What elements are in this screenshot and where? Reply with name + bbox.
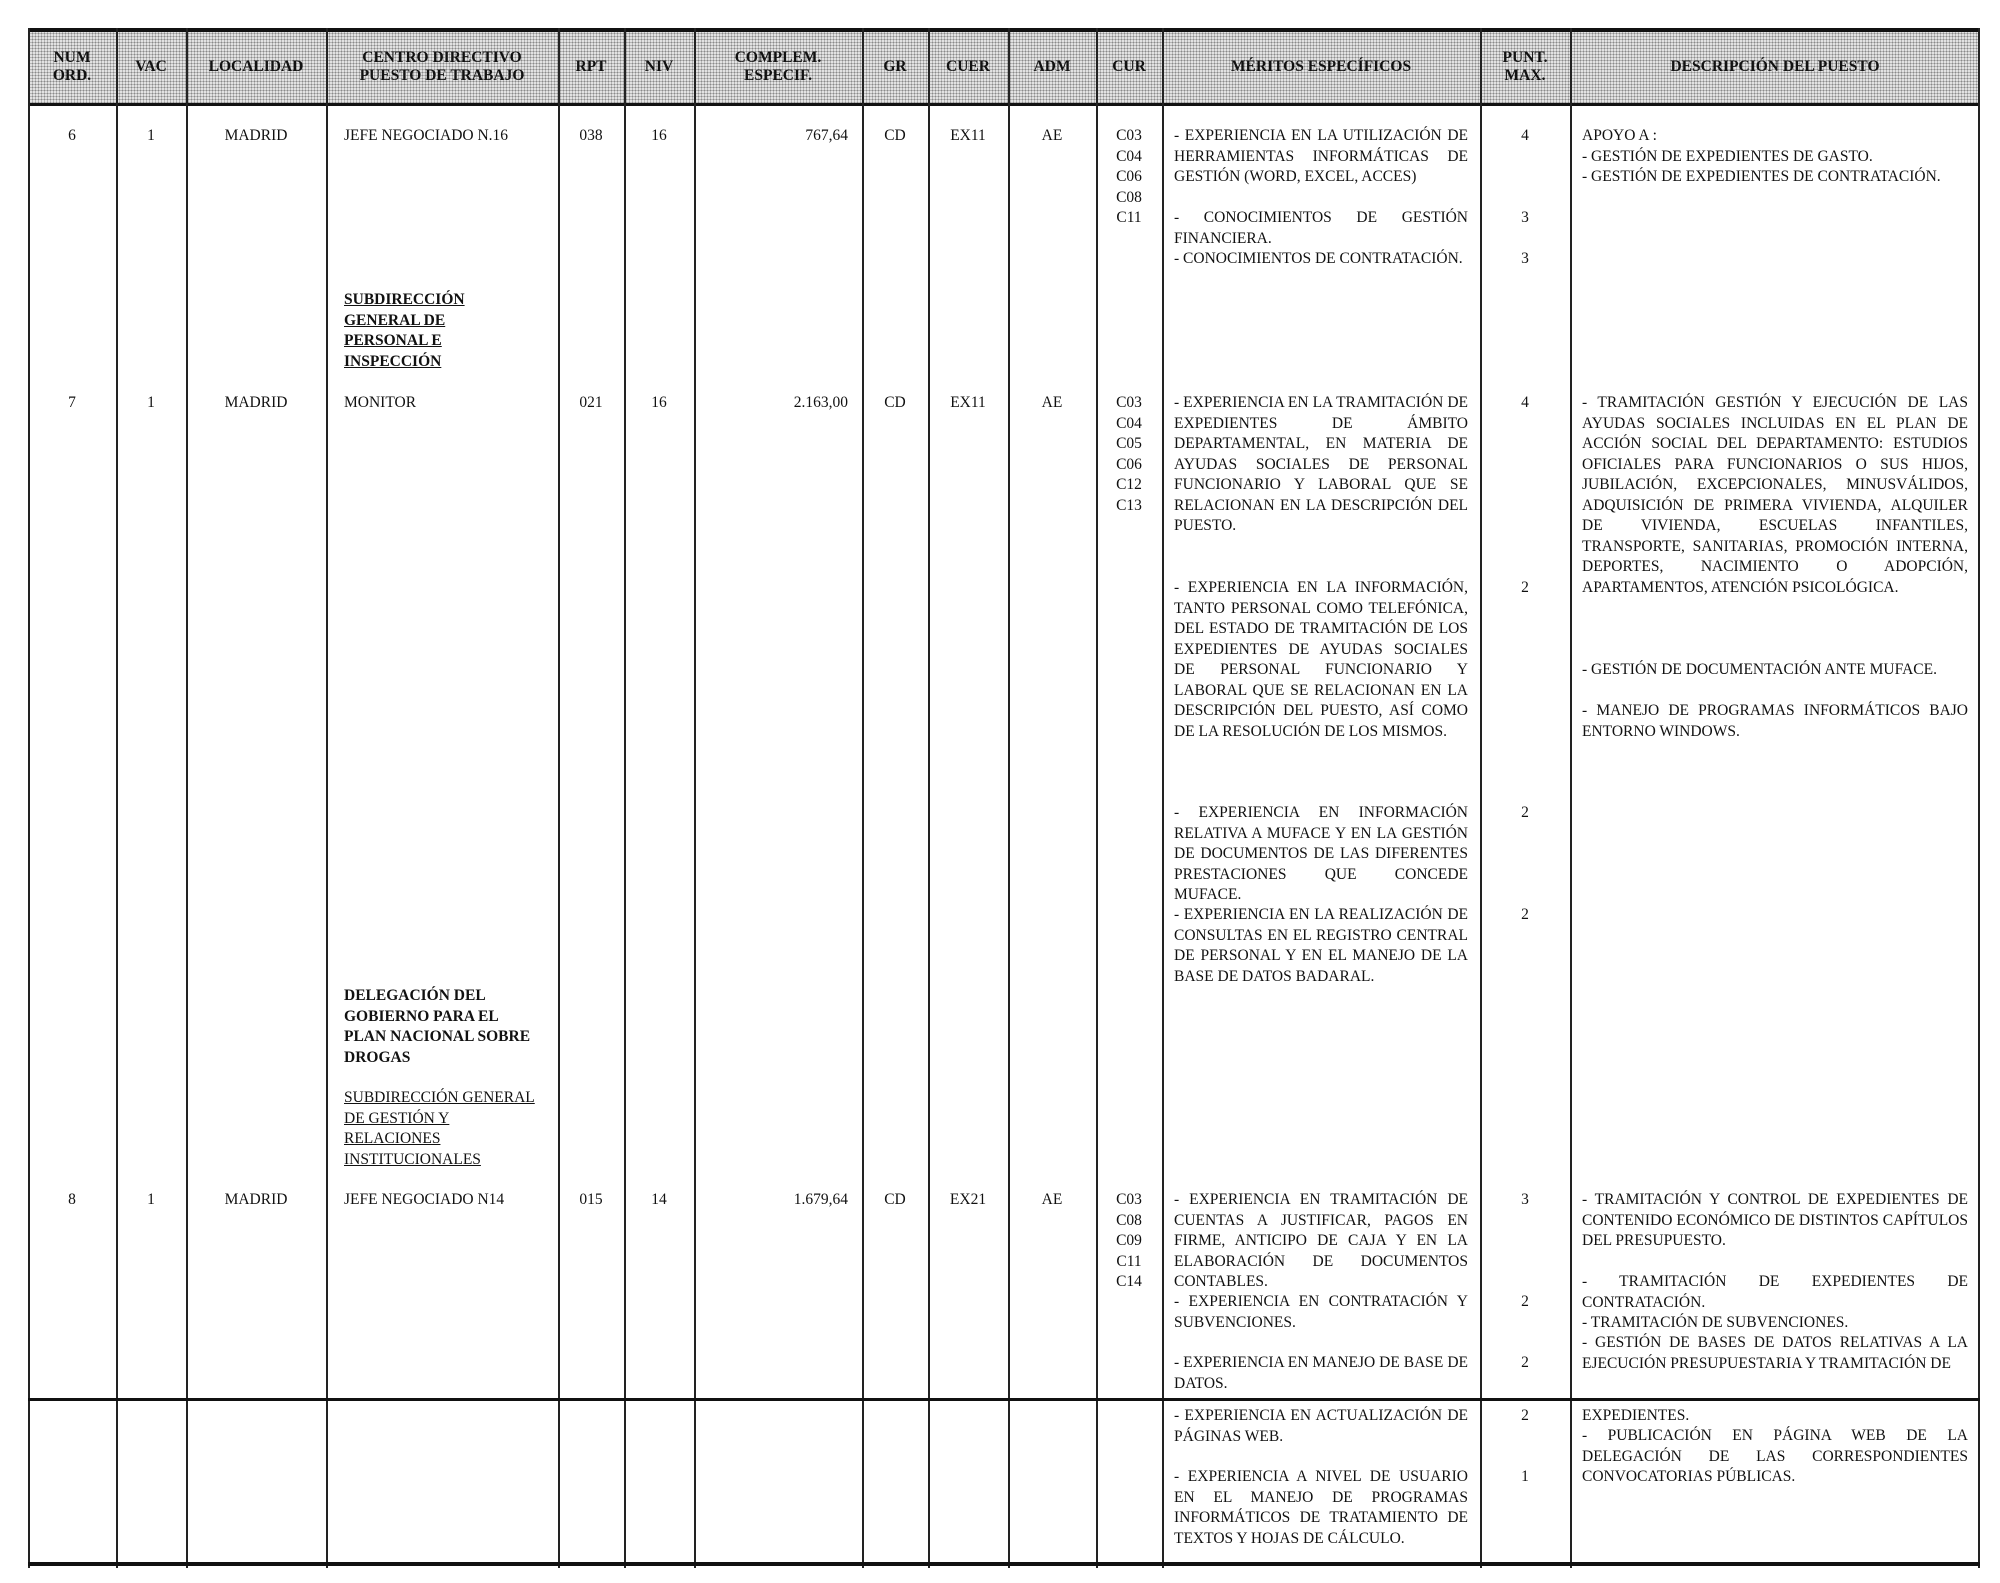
column-rule [928, 28, 930, 1568]
cur-code: C06 [1116, 168, 1142, 185]
column-rule [694, 28, 696, 1568]
cur-code: C05 [1116, 435, 1142, 452]
row6-adm: AE [1041, 127, 1063, 144]
row6-vac: 1 [147, 127, 155, 144]
row6-localidad: MADRID [224, 127, 288, 144]
row6-complem: 767,64 [805, 127, 848, 144]
row8-merito-2: - EXPERIENCIA EN CONTRATACIÓN Y SUBVENCIONES. [1174, 1293, 1468, 1331]
row7-merito-2: - EXPERIENCIA EN LA INFORMACIÓN, TANTO PERSONAL COMO TELEFÓNICA, DEL ESTADO DE TRAMITACIÓN DE LOS EXPEDIENTES DE AYUDAS SOCIALES DE PERSONAL FUNCIONARIO Y LABORAL QUE SE RELACIONAN EN LA DESCRIPCIÓN DEL PUESTO, ASÍ COMO DE LA RESOLUCIÓN DE LOS MISMOS. [1174, 579, 1468, 740]
row7-merito-1: - EXPERIENCIA EN LA TRAMITACIÓN DE EXPEDIENTES DE ÁMBITO DEPARTAMENTAL, EN MATERIA DE AYUDAS SOCIALES DE PERSONAL FUNCIONARIO Y LABORAL QUE SE RELACIONAN EN LA DESCRIPCIÓN DEL PUESTO. [1174, 394, 1468, 534]
header-punt-max: PUNT. MAX. [1502, 49, 1548, 84]
row7-puntos-2: 2 [1521, 579, 1529, 596]
header-niv: NIV [644, 58, 674, 75]
header-centro-directivo: CENTRO DIRECTIVO PUESTO DE TRABAJO [359, 49, 525, 84]
cur-code: C11 [1116, 209, 1142, 226]
row8-rpt: 015 [579, 1191, 603, 1208]
row6-cuer: EX11 [950, 127, 986, 144]
cur-code: C13 [1116, 496, 1142, 514]
row6-merito-1: - EXPERIENCIA EN LA UTILIZACIÓN DE HERRAMIENTAS INFORMÁTICAS DE GESTIÓN (WORD, EXCEL, ACCES) [1174, 127, 1468, 185]
bottom-rule [28, 1562, 1980, 1566]
header-complem-especif: COMPLEM. ESPECIF. [734, 49, 822, 84]
row8-descripcion-2: - TRAMITACIÓN DE EXPEDIENTES DE CONTRATACIÓN. [1582, 1273, 1968, 1311]
column-rule [28, 28, 30, 1568]
row8-cont-merito-2: - EXPERIENCIA A NIVEL DE USUARIO EN EL MANEJO DE PROGRAMAS INFORMÁTICOS DE TRATAMIENTO DE TEXTOS Y HOJAS DE CÁLCULO. [1174, 1468, 1468, 1547]
section-subheading: SUBDIRECCIÓN GENERAL DE GESTIÓN Y RELACIONES INSTITUCIONALES [344, 1089, 535, 1168]
cur-code: C04 [1116, 414, 1142, 432]
row7-rpt: 021 [579, 394, 603, 411]
row8-merito-3: - EXPERIENCIA EN MANEJO DE BASE DE DATOS. [1174, 1354, 1468, 1392]
descripcion-line: APOYO A : [1582, 127, 1657, 144]
column-rule [1570, 28, 1572, 1568]
row6-puesto: JEFE NEGOCIADO N.16 [344, 127, 509, 144]
row7-cuer: EX11 [950, 394, 986, 411]
row8-puntos-2: 2 [1521, 1293, 1529, 1310]
section-heading: DELEGACIÓN DEL GOBIERNO PARA EL PLAN NACIONAL SOBRE DROGAS [344, 987, 531, 1066]
row8-vac: 1 [147, 1191, 155, 1208]
cur-code: C03 [1116, 1191, 1142, 1208]
job-positions-table [28, 28, 1980, 1568]
row8-gr: CD [884, 1191, 906, 1208]
row6-puntos-1: 4 [1521, 127, 1529, 144]
row8-cont-descripcion-2: - PUBLICACIÓN EN PÁGINA WEB DE LA DELEGACIÓN DE LAS CORRESPONDIENTES CONVOCATORIAS PÚBLICAS. [1582, 1427, 1968, 1485]
row7-gr: CD [884, 394, 906, 411]
row7-descripcion-2: - GESTIÓN DE DOCUMENTACIÓN ANTE MUFACE. [1582, 661, 1937, 678]
column-rule [1008, 28, 1010, 1568]
row7-merito-4: - EXPERIENCIA EN LA REALIZACIÓN DE CONSULTAS EN EL REGISTRO CENTRAL DE PERSONAL Y EN EL MANEJO DE LA BASE DE DATOS BADARAL. [1174, 906, 1468, 985]
row8-cont-puntos-2: 1 [1521, 1468, 1529, 1485]
row7-complem: 2.163,00 [793, 394, 848, 411]
column-rule [186, 28, 188, 1568]
row6-cur-list [1096, 126, 1162, 229]
row6-merito-2: - CONOCIMIENTOS DE GESTIÓN FINANCIERA. [1174, 209, 1468, 247]
header-meritos-especificos: MÉRITOS ESPECÍFICOS [1230, 58, 1412, 75]
cur-code: C12 [1116, 476, 1142, 493]
row8-cont-descripcion-1: EXPEDIENTES. [1582, 1407, 1690, 1424]
page-break-rule [28, 1398, 1980, 1401]
column-rule [116, 28, 118, 1568]
cur-code: C09 [1116, 1232, 1142, 1249]
row6-num: 6 [68, 127, 76, 144]
column-rule [862, 28, 864, 1568]
row8-cont-merito-1: - EXPERIENCIA EN ACTUALIZACIÓN DE PÁGINAS WEB. [1174, 1407, 1468, 1445]
header-vac: VAC [135, 58, 167, 75]
row7-cur-list [1096, 393, 1162, 516]
row8-cuer: EX21 [949, 1191, 987, 1208]
row6-niv: 16 [651, 127, 667, 144]
row7-merito-3: - EXPERIENCIA EN INFORMACIÓN RELATIVA A MUFACE Y EN LA GESTIÓN DE DOCUMENTOS DE LAS DIFERENTES PRESTACIONES QUE CONCEDE MUFACE. [1174, 804, 1468, 903]
column-rule [558, 28, 560, 1568]
header-descripcion-puesto: DESCRIPCIÓN DEL PUESTO [1670, 58, 1880, 75]
header-localidad: LOCALIDAD [208, 58, 304, 75]
section-heading: SUBDIRECCIÓN GENERAL DE PERSONAL E INSPECCIÓN [344, 291, 465, 370]
header-rpt: RPT [575, 58, 607, 75]
header-cuer: CUER [946, 58, 990, 75]
row7-localidad: MADRID [224, 394, 288, 411]
header-cur: CUR [1112, 58, 1146, 75]
row7-niv: 16 [651, 394, 667, 411]
column-rule [624, 28, 626, 1568]
row8-adm: AE [1041, 1191, 1063, 1208]
header-adm: ADM [1033, 58, 1071, 75]
descripcion-line: - GESTIÓN DE EXPEDIENTES DE CONTRATACIÓN. [1582, 168, 1941, 185]
column-rule [326, 28, 328, 1568]
cur-code: C11 [1116, 1252, 1142, 1270]
row8-descripcion-1: - TRAMITACIÓN Y CONTROL DE EXPEDIENTES DE CONTENIDO ECONÓMICO DE DISTINTOS CAPÍTULOS DEL PRESUPUESTO. [1582, 1191, 1968, 1249]
row7-vac: 1 [147, 394, 155, 411]
descripcion-line: - GESTIÓN DE EXPEDIENTES DE GASTO. [1582, 147, 1873, 165]
cur-code: C08 [1116, 188, 1142, 206]
cur-code: C14 [1116, 1273, 1142, 1290]
row7-puntos-3: 2 [1521, 804, 1529, 821]
row6-merito-3: - CONOCIMIENTOS DE CONTRATACIÓN. [1174, 250, 1463, 267]
cur-code: C08 [1116, 1211, 1142, 1229]
header-gr: GR [883, 58, 907, 75]
cur-code: C04 [1116, 147, 1142, 165]
row6-gr: CD [884, 127, 906, 144]
row8-merito-1: - EXPERIENCIA EN TRAMITACIÓN DE CUENTAS A JUSTIFICAR, PAGOS EN FIRME, ANTICIPO DE CAJA Y EN LA ELABORACIÓN DE DOCUMENTOS CONTABLES. [1174, 1191, 1468, 1290]
row6-descripcion [1582, 126, 1968, 188]
column-rule [1978, 28, 1980, 1568]
row8-puntos-3: 2 [1521, 1354, 1529, 1371]
row8-cont-puntos-1: 2 [1521, 1407, 1529, 1424]
header-num-ord: NUM ORD. [52, 49, 92, 84]
row8-localidad: MADRID [224, 1191, 288, 1208]
row6-rpt: 038 [579, 127, 603, 144]
row8-puesto: JEFE NEGOCIADO N14 [344, 1191, 505, 1208]
row8-complem: 1.679,64 [793, 1191, 848, 1208]
cur-code: C03 [1116, 394, 1142, 411]
row7-puesto: MONITOR [344, 394, 417, 411]
column-rule [1096, 28, 1098, 1568]
row8-puntos-1: 3 [1521, 1191, 1529, 1208]
row8-cur-list [1096, 1190, 1162, 1293]
row7-puntos-1: 4 [1521, 394, 1529, 411]
cur-code: C03 [1116, 127, 1142, 144]
row8-descripcion-3: - TRAMITACIÓN DE SUBVENCIONES. [1582, 1314, 1849, 1331]
row8-num: 8 [68, 1191, 76, 1208]
cur-code: C06 [1116, 455, 1142, 473]
row7-puntos-4: 2 [1521, 906, 1529, 923]
row6-puntos-2: 3 [1521, 209, 1529, 226]
row7-descripcion-3: - MANEJO DE PROGRAMAS INFORMÁTICOS BAJO ENTORNO WINDOWS. [1582, 702, 1968, 740]
row8-niv: 14 [651, 1191, 667, 1208]
row6-puntos-3: 3 [1521, 250, 1529, 267]
row8-descripcion-4: - GESTIÓN DE BASES DE DATOS RELATIVAS A LA EJECUCIÓN PRESUPUESTARIA Y TRAMITACIÓN DE [1582, 1334, 1968, 1372]
row7-descripcion-1: - TRAMITACIÓN GESTIÓN Y EJECUCIÓN DE LAS AYUDAS SOCIALES INCLUIDAS EN EL PLAN DE ACCIÓN SOCIAL DEL DEPARTAMENTO: ESTUDIOS OFICIALES PARA FUNCIONARIOS O SUS HIJOS, JUBILACIÓN, EXCEPCIONALES, MINUSVÁLIDOS, ADQUISICIÓN DE PRIMERA VIVIENDA, ALQUILER DE VIVIENDA, ESCUELAS INFANTILES, TRANSPORTE, SANITARIAS, PROMOCIÓN INTERNA, DEPORTES, NACIMIENTO O ADOPCIÓN, APARTAMENTOS, ATENCIÓN PSICOLÓGICA. [1582, 394, 1968, 596]
column-rule [1162, 28, 1164, 1568]
row7-adm: AE [1041, 394, 1063, 411]
row7-num: 7 [68, 394, 76, 411]
